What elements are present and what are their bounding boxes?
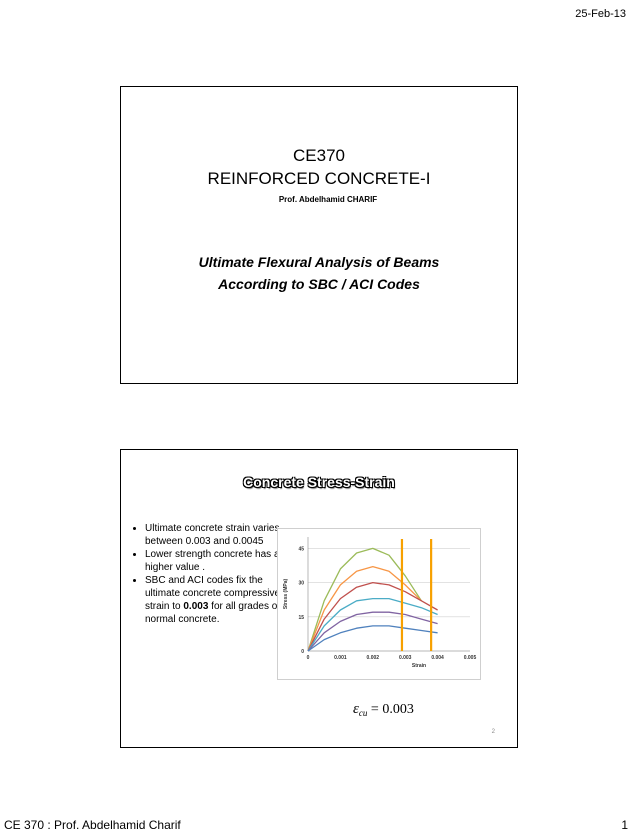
y-tick-label: 0 [301, 649, 304, 655]
page-date: 25-Feb-13 [575, 8, 626, 20]
x-tick-label: 0.005 [463, 655, 477, 661]
page-footer: CE 370 : Prof. Abdelhamid Charif [4, 818, 181, 832]
bullet-text: SBC and ACI codes fix the ultimate concrete compressive strain to [145, 575, 281, 612]
slide-title: Concrete Stress-Strain [243, 474, 395, 490]
y-tick-label: 15 [298, 614, 304, 621]
slide-2 [120, 449, 518, 748]
x-tick-label: 0.002 [366, 655, 380, 661]
bullet-item: • Lower strength concrete has a higher value . [145, 548, 285, 574]
x-axis-label: Strain [411, 663, 427, 669]
slide-number: 2 [491, 729, 495, 735]
formula-value: = 0.003 [370, 702, 414, 717]
y-tick-label: 45 [298, 546, 304, 553]
topic-line-2: According to SBC / ACI Codes [218, 276, 420, 292]
formula-subscript: cu [358, 708, 368, 718]
formula-symbol: ε [353, 701, 359, 717]
course-title: REINFORCED CONCRETE-I [207, 169, 431, 188]
series-line [308, 599, 438, 651]
page-number: 1 [621, 818, 628, 832]
author: Prof. Abdelhamid CHARIF [278, 195, 378, 204]
series-line [308, 567, 421, 651]
bullet-emphasis: 0.003 [183, 601, 209, 612]
series-line [308, 626, 438, 651]
stress-strain-chart [277, 528, 481, 680]
series-line [308, 612, 438, 651]
topic-line-1: Ultimate Flexural Analysis of Beams [198, 254, 440, 270]
lecture-topic [121, 251, 517, 295]
bullet-item [145, 574, 285, 626]
y-tick-label: 30 [298, 580, 304, 587]
bullet-list [129, 522, 285, 626]
bullet-item: • Ultimate concrete strain varies between 0.003 and 0.0045 [145, 522, 285, 548]
slide-1 [120, 86, 518, 384]
ultimate-strain-formula [353, 701, 414, 718]
y-axis-label: Stress (MPa) [283, 578, 289, 610]
x-tick-label: 0.003 [398, 655, 412, 661]
course-code: CE370 [293, 146, 345, 165]
x-tick-label: 0.001 [334, 655, 347, 661]
x-tick-label: 0 [306, 655, 310, 661]
bullet-text: for all grades of normal concrete. [145, 601, 281, 625]
x-tick-label: 0.004 [431, 655, 444, 661]
